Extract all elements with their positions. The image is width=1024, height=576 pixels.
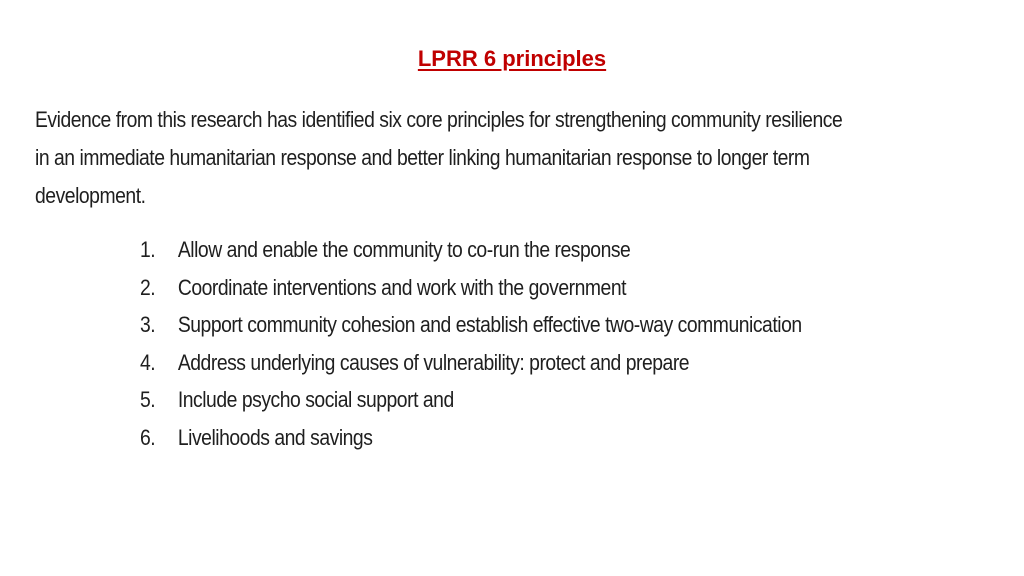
list-item-text: Livelihoods and savings — [177, 424, 373, 450]
list-item — [140, 419, 802, 457]
list-item-text: Address underlying causes of vulnerability: protect and prepare — [177, 349, 690, 375]
list-item-text: Allow and enable the community to co-run the response — [177, 237, 631, 262]
slide-title-text: LPRR 6 principles — [417, 46, 607, 71]
list-item-text: Coordinate interventions and work with the government — [177, 274, 627, 300]
list-item-text: Include psycho social support and — [177, 387, 454, 413]
intro-paragraph — [35, 101, 955, 215]
list-item — [140, 231, 802, 269]
intro-line: Evidence from this research has identified six core principles for strengthening community resilience — [35, 107, 843, 132]
principles-list — [140, 231, 802, 457]
list-item-number: 3. — [140, 312, 156, 338]
list-item-number: 4. — [140, 349, 156, 375]
list-item-number: 1. — [140, 237, 156, 262]
slide-title — [0, 44, 1024, 74]
list-item — [140, 381, 802, 419]
list-item — [140, 344, 802, 382]
list-item-number: 6. — [140, 424, 156, 450]
list-item-number: 5. — [140, 387, 156, 413]
list-item-number: 2. — [140, 274, 156, 300]
intro-line: in an immediate humanitarian response and better linking humanitarian response to longer term — [35, 145, 810, 170]
list-item — [140, 306, 802, 344]
list-item — [140, 269, 802, 307]
list-item-text: Support community cohesion and establish effective two-way communication — [177, 312, 802, 338]
intro-line: development. — [35, 183, 146, 208]
